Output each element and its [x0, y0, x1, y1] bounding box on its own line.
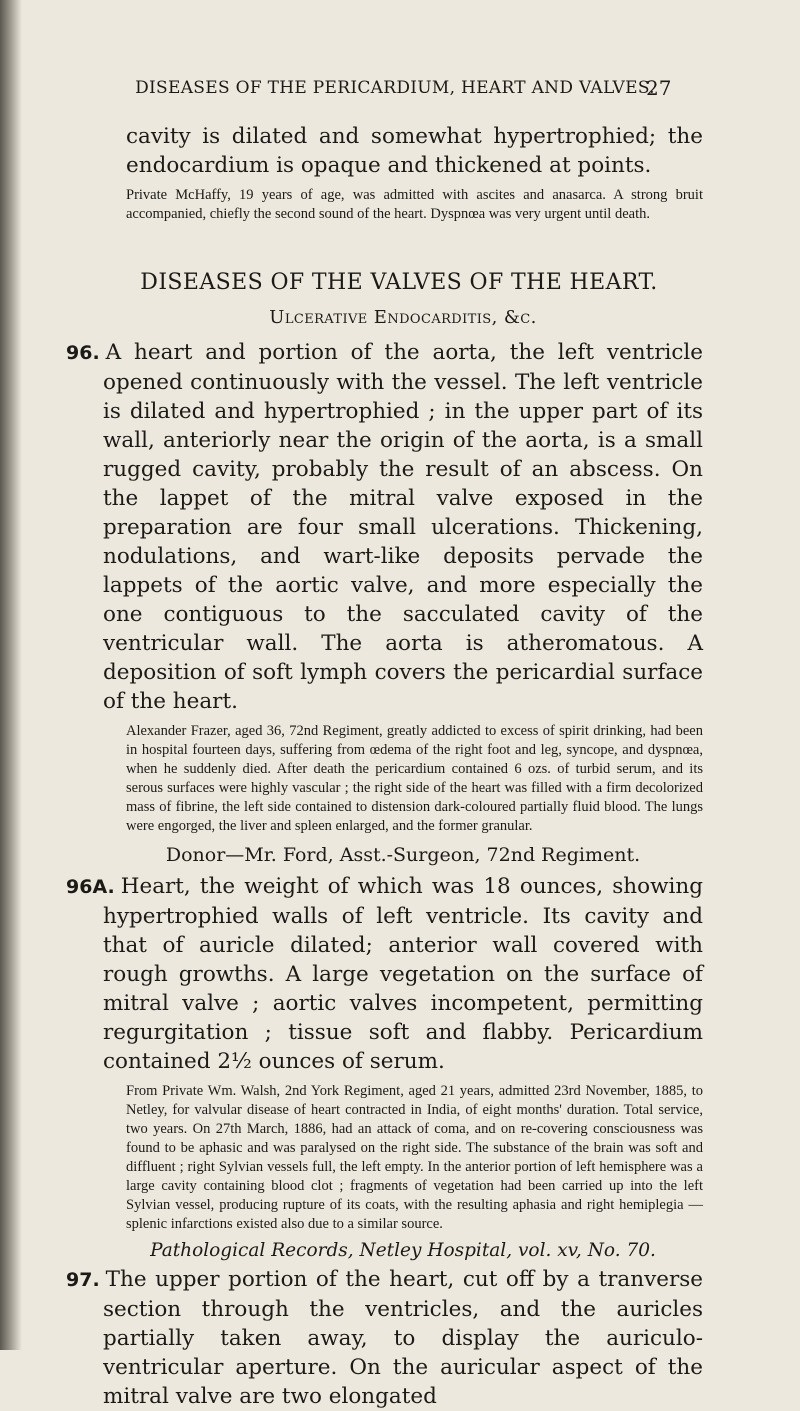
entry-97 — [66, 1265, 703, 1411]
page-number: 27 — [646, 76, 672, 100]
entry-96 — [66, 338, 703, 868]
entry-case-note: Alexander Frazer, aged 36, 72nd Regiment, greatly addicted to excess of spirit drinking, had been in hospital fourteen days, suffering from œdema of the right foot and leg, syncope, and dyspnœa, when he suddenly died. After death the pericardium contained 6 ozs. of turbid serum, and its serous surfaces were highly vascular ; the right side of the heart was filled with a firm decolorized mass of fibrine, the left side contained to distension dark-coloured partially fluid blood. The lungs were engorged, the liver and spleen enlarged, and the former granular. — [126, 723, 703, 834]
entry-case-note: From Private Wm. Walsh, 2nd York Regiment, aged 21 years, admitted 23rd November, 1885, to Netley, for valvular disease of heart contracted in India, of eight months' duration. Total service, two years. On 27th March, 1886, had an attack of coma, and on re-covering consciousness was found to be aphasic and was paralysed on the right side. The substance of the brain was soft and diffluent ; right Sylvian vessels full, the left empty. In the anterior portion of left hemisphere was a large cavity containing blood clot ; fragments of vegetation had been carried up into the left Sylvian vessel, producing rupture of its coats, with the resulting aphasia and right hemiplegia —splenic infarctions existed also due to a similar source. — [126, 1083, 703, 1232]
entry-source: Pathological Records, Netley Hospital, vol. xv, No. 70. — [150, 1240, 656, 1261]
entry-donor: Donor—Mr. Ford, Asst.-Surgeon, 72nd Regiment. — [165, 844, 641, 866]
running-head: DISEASES OF THE PERICARDIUM, HEART AND VALVES. — [135, 78, 655, 98]
entry-number: 96. — [66, 342, 100, 364]
entry-96a — [66, 872, 703, 1261]
page-content — [66, 122, 703, 1411]
entry-paragraph — [66, 1265, 703, 1411]
binding-shadow — [0, 0, 22, 1350]
intro-case-note: Private McHaffy, 19 years of age, was admitted with ascites and anasarca. A strong bruit accompanied, chiefly the second sound of the heart. Dyspnœa was very urgent until death. — [126, 187, 703, 222]
section-title: DISEASES OF THE VALVES OF THE HEART. — [140, 270, 658, 295]
entry-paragraph — [66, 872, 703, 1076]
entry-text: The upper portion of the heart, cut off by a tranverse section through the ventricles, and the auricles partially taken away, to display the auriculo-ventricular aperture. On the auricular aspect of the mitral valve are two elongated — [103, 1267, 703, 1409]
entry-text: Heart, the weight of which was 18 ounces, showing hypertrophied walls of left ventricle. Its cavity and that of auricle dilated; anterior wall covered with rough growths. A large vegetation on the surface of mitral valve ; aortic valves incompetent, permitting regurgitation ; tissue soft and flabby. Pericardium contained 2½ ounces of serum. — [103, 874, 703, 1074]
entry-number: 96A. — [66, 876, 115, 898]
entry-paragraph — [66, 338, 703, 716]
intro-text: cavity is dilated and somewhat hypertrophied; the endocardium is opaque and thickened at points. — [126, 124, 703, 178]
entry-number: 97. — [66, 1269, 100, 1291]
section-subtitle: Ulcerative Endocarditis, &c. — [269, 307, 537, 328]
entry-text: A heart and portion of the aorta, the left ventricle opened continuously with the vessel. The left ventricle is dilated and hypertrophied ; in the upper part of its wall, anteriorly near the origin of the aorta, is a small rugged cavity, probably the result of an abscess. On the lappet of the mitral valve exposed in the preparation are four small ulcerations. Thickening, nodulations, and wart-like deposits pervade the lappets of the aortic valve, and more especially the one contiguous to the sacculated cavity of the ventricular wall. The aorta is atheromatous. A deposition of soft lymph covers the pericardial surface of the heart. — [103, 340, 703, 714]
